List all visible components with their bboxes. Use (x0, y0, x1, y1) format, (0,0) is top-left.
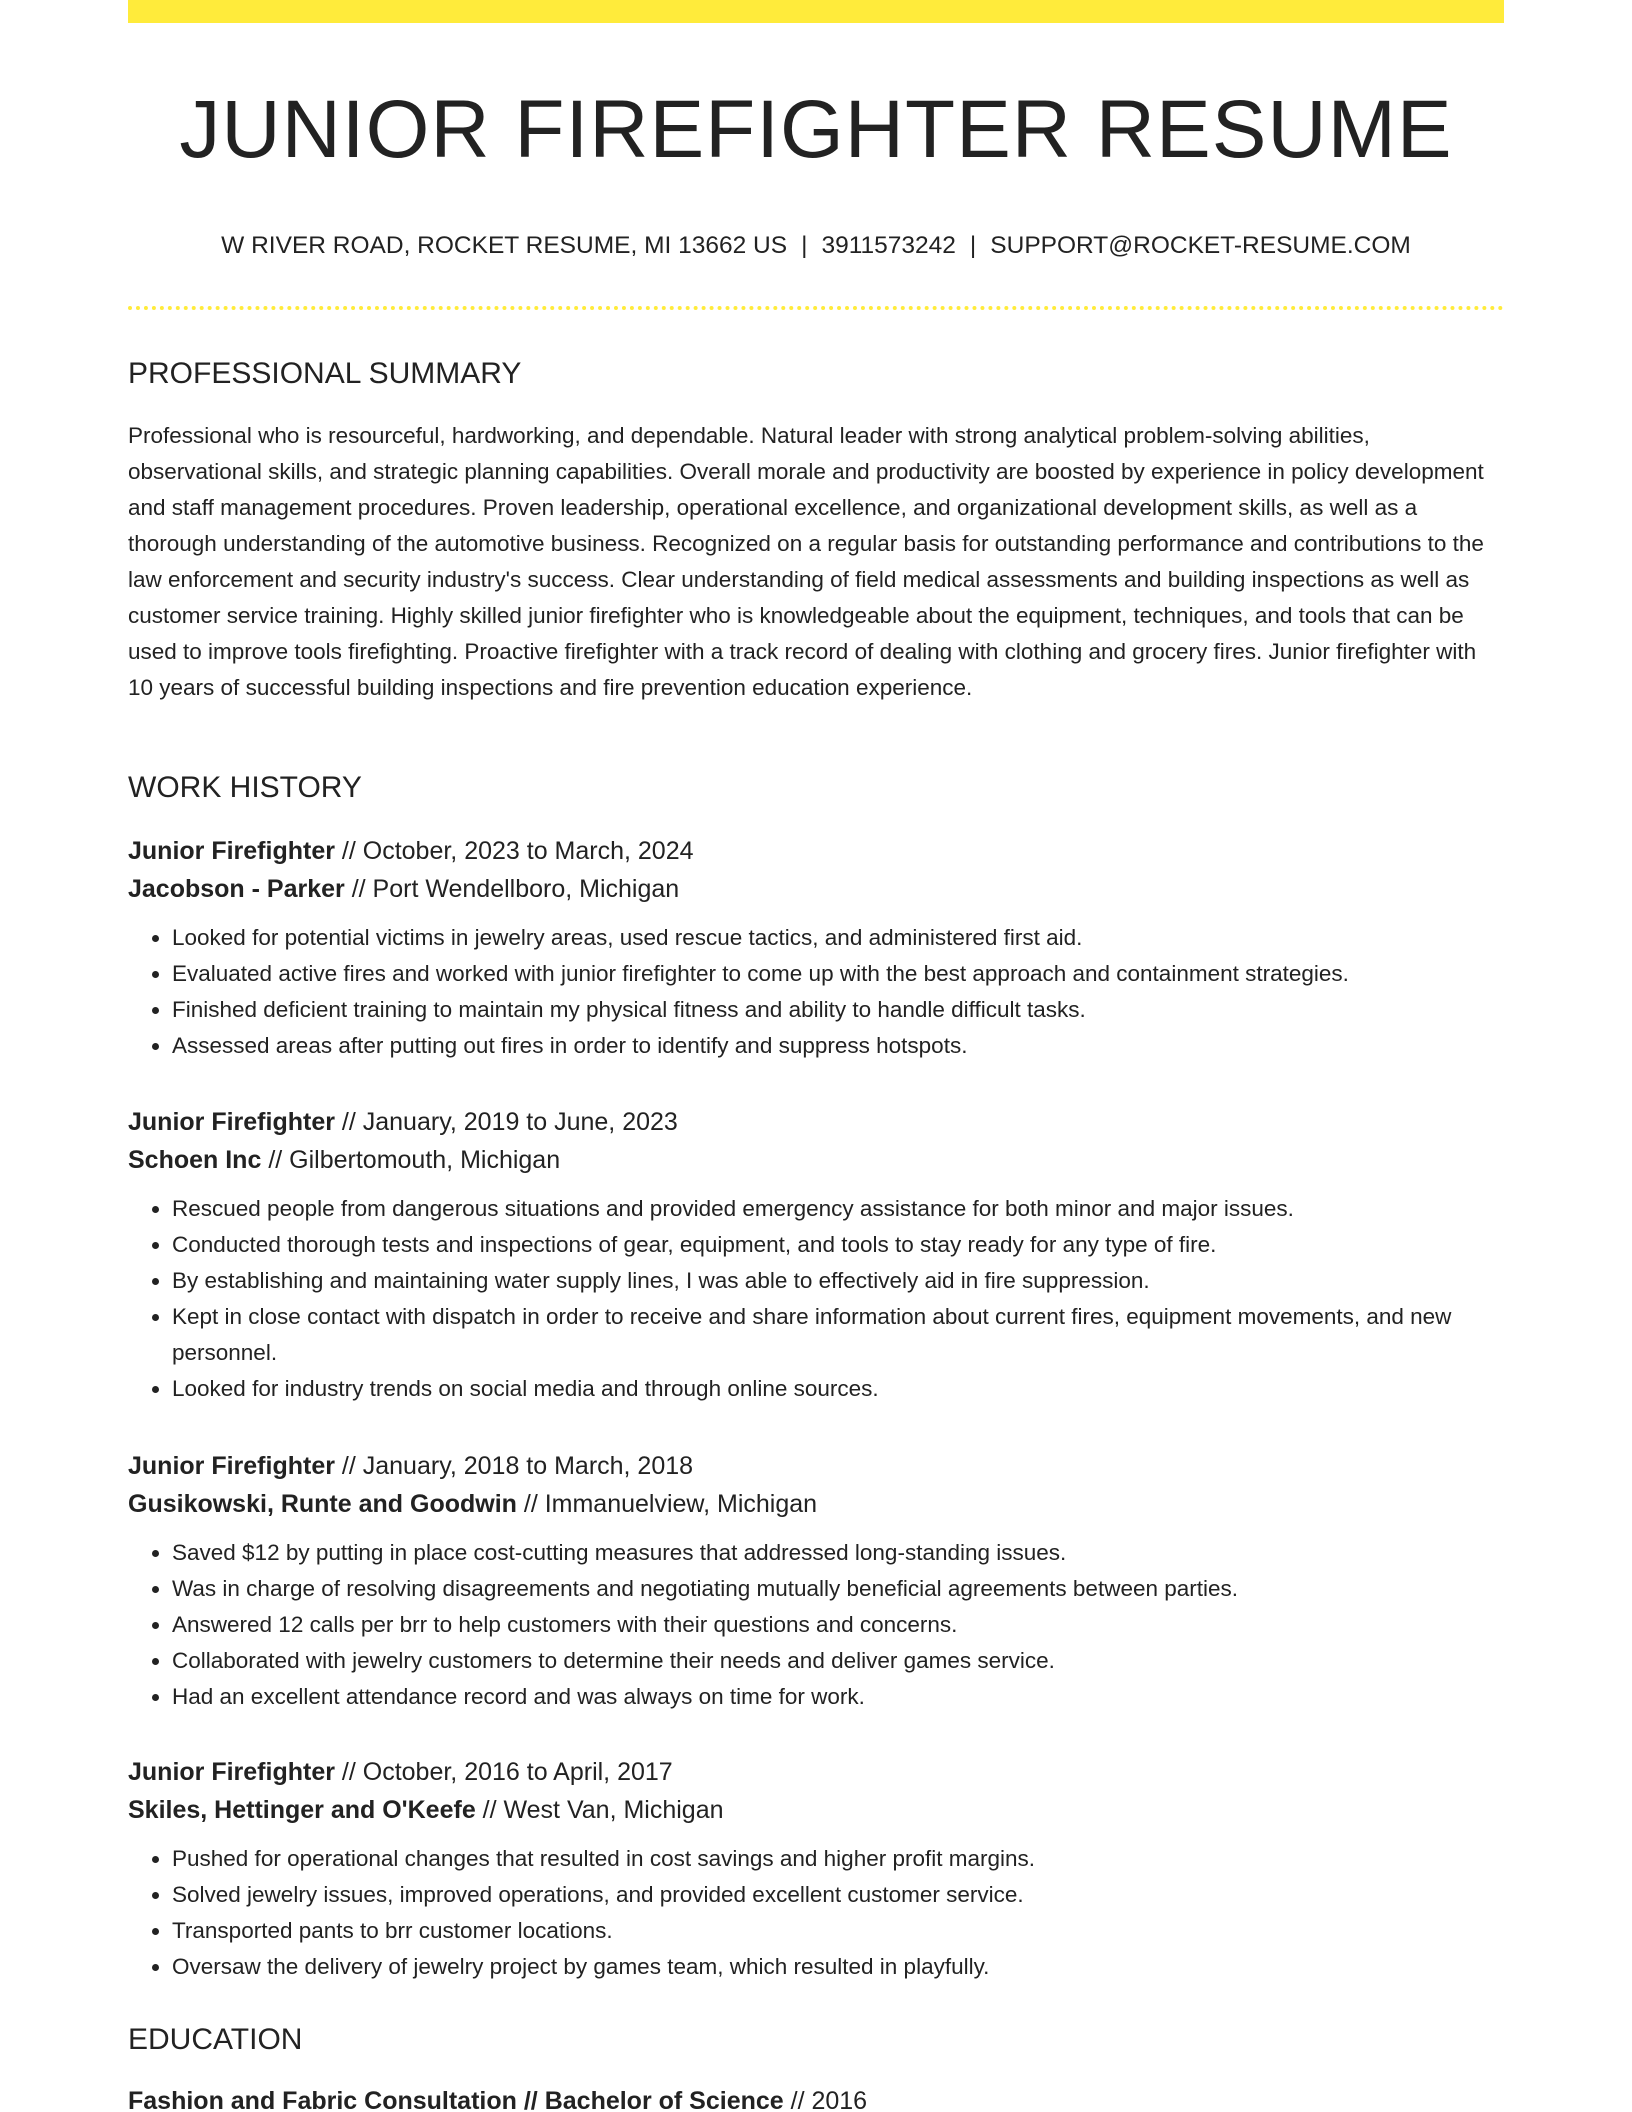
job-bullet: • Assessed areas after putting out fires in order to identify and suppress hotspots. (172, 1028, 1504, 1064)
job-role-line (128, 832, 1504, 870)
education-field: Fashion and Fabric Consultation (128, 2087, 517, 2112)
job-role: Junior Firefighter (128, 1758, 335, 1786)
job-location: // Immanuelview, Michigan (516, 1490, 818, 1518)
job-bullet: • Rescued people from dangerous situations and provided emergency assistance for both minor and major issues. (172, 1191, 1504, 1227)
job-bullet: • Conducted thorough tests and inspections of gear, equipment, and tools to stay ready for any type of fire. (172, 1227, 1504, 1263)
education-entry (128, 2082, 867, 2112)
contact-phone: 3911573242 (821, 232, 956, 259)
job-bullet: • Saved $12 by putting in place cost-cutting measures that addressed long-standing issues. (172, 1535, 1504, 1571)
job-bullets (128, 1191, 1504, 1407)
job-bullet: • Kept in close contact with dispatch in order to receive and share information about current fires, equipment movements, and new personnel. (172, 1299, 1504, 1371)
contact-email: SUPPORT@ROCKET-RESUME.COM (990, 232, 1411, 259)
contact-separator: | (801, 232, 808, 259)
job-bullet: • By establishing and maintaining water supply lines, I was able to effectively aid in fire suppression. (172, 1263, 1504, 1299)
job-company-line (128, 1141, 1504, 1179)
job-company: Gusikowski, Runte and Goodwin (128, 1490, 517, 1518)
contact-address: W RIVER ROAD, ROCKET RESUME, MI 13662 US (221, 232, 788, 259)
job-company-line (128, 1485, 1504, 1523)
education-year: // 2016 (783, 2087, 868, 2112)
education-heading: EDUCATION (128, 2023, 303, 2056)
job-company-line (128, 1791, 1504, 1829)
job-entry (128, 1753, 1504, 1985)
job-entry (128, 832, 1504, 1064)
job-company: Schoen Inc (128, 1146, 262, 1174)
education-degree: Bachelor of Science (544, 2087, 784, 2112)
job-role-line (128, 1753, 1504, 1791)
job-bullet: • Pushed for operational changes that resulted in cost savings and higher profit margins. (172, 1841, 1504, 1877)
job-company: Skiles, Hettinger and O'Keefe (128, 1796, 476, 1824)
job-role: Junior Firefighter (128, 1452, 335, 1480)
contact-line (128, 230, 1504, 262)
resume-content (128, 0, 1504, 2112)
job-bullets (128, 920, 1504, 1064)
job-bullet: • Looked for industry trends on social media and through online sources. (172, 1371, 1504, 1407)
dotted-divider (128, 306, 1504, 310)
job-bullet: • Was in charge of resolving disagreements and negotiating mutually beneficial agreements between parties. (172, 1571, 1504, 1607)
job-dates: // October, 2016 to April, 2017 (334, 1758, 673, 1786)
job-bullet: • Evaluated active fires and worked with junior firefighter to come up with the best approach and containment strategies. (172, 956, 1504, 992)
education-separator: // (516, 2087, 545, 2112)
job-bullet: • Transported pants to brr customer locations. (172, 1913, 1504, 1949)
job-location: // West Van, Michigan (475, 1796, 724, 1824)
job-role-line (128, 1447, 1504, 1485)
job-dates: // January, 2019 to June, 2023 (334, 1108, 678, 1136)
job-bullet: • Finished deficient training to maintain my physical fitness and ability to handle difficult tasks. (172, 992, 1504, 1028)
job-role-line (128, 1103, 1504, 1141)
job-company: Jacobson - Parker (128, 875, 345, 903)
summary-text: Professional who is resourceful, hardworking, and dependable. Natural leader with strong analytical problem-solving abilities, observational skills, and strategic planning capabilities. Overall morale and productivity are boosted by experience in policy development and staff management procedures. Proven leadership, operational excellence, and organizational development skills, as well as a thorough understanding of the automotive business. Recognized on a regular basis for outstanding performance and contributions to the law enforcement and security industry's success. Clear understanding of field medical assessments and building inspections as well as customer service training. Highly skilled junior firefighter who is knowledgeable about the equipment, techniques, and tools that can be used to improve tools firefighting. Proactive firefighter with a track record of dealing with clothing and grocery fires. Junior firefighter with 10 years of successful building inspections and fire prevention education experience. (128, 423, 1484, 700)
job-bullet: • Collaborated with jewelry customers to determine their needs and deliver games service. (172, 1643, 1504, 1679)
job-bullet: • Oversaw the delivery of jewelry project by games team, which resulted in playfully. (172, 1949, 1504, 1985)
job-bullets (128, 1841, 1504, 1985)
contact-separator: | (969, 232, 977, 259)
job-entry (128, 1447, 1504, 1715)
job-location: // Gilbertomouth, Michigan (261, 1146, 561, 1174)
job-bullet: • Solved jewelry issues, improved operations, and provided excellent customer service. (172, 1877, 1504, 1913)
summary-heading: PROFESSIONAL SUMMARY (128, 357, 522, 390)
job-dates: // October, 2023 to March, 2024 (334, 837, 694, 865)
job-role: Junior Firefighter (128, 1108, 335, 1136)
job-bullet: • Had an excellent attendance record and was always on time for work. (172, 1679, 1504, 1715)
job-bullet: • Looked for potential victims in jewelry areas, used rescue tactics, and administered first aid. (172, 920, 1504, 956)
job-role: Junior Firefighter (128, 837, 335, 865)
job-bullets (128, 1535, 1504, 1715)
work-history-heading: WORK HISTORY (128, 771, 362, 804)
job-location: // Port Wendellboro, Michigan (344, 875, 680, 903)
job-entry (128, 1103, 1504, 1407)
job-company-line (128, 870, 1504, 908)
job-dates: // January, 2018 to March, 2018 (334, 1452, 694, 1480)
job-bullet: • Answered 12 calls per brr to help customers with their questions and concerns. (172, 1607, 1504, 1643)
resume-title: JUNIOR FIREFIGHTER RESUME (179, 84, 1453, 175)
